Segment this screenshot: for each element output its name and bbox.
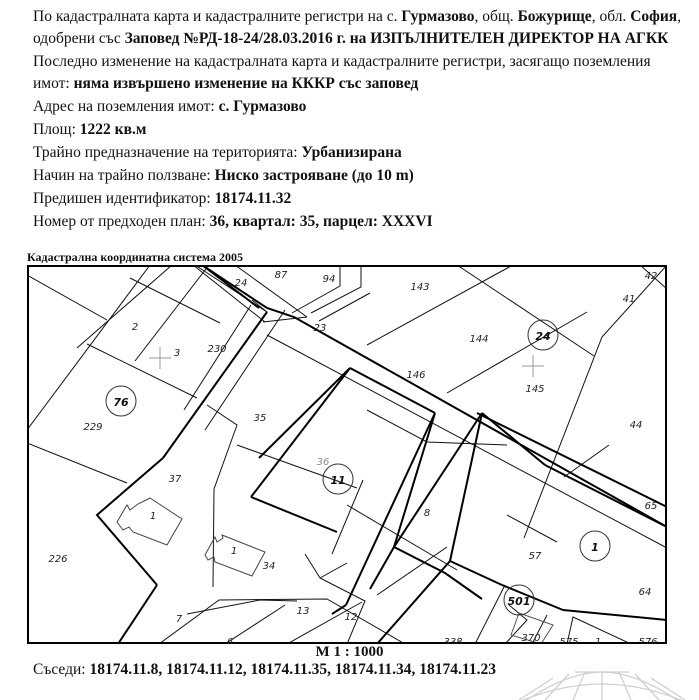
parcel-number: 34 xyxy=(262,561,276,572)
text: , общ. xyxy=(474,8,518,25)
parcel-number: 8 xyxy=(423,508,431,519)
last-change-row xyxy=(33,51,683,95)
village-name: Гурмазово xyxy=(401,8,475,25)
parcel-number: 6 xyxy=(226,637,234,644)
purpose-row xyxy=(33,142,683,164)
parcel-number: 1 xyxy=(594,637,602,644)
building-count-marker: 76 xyxy=(113,396,129,409)
cadastral-map xyxy=(27,265,667,644)
field-label: Начин на трайно ползване: xyxy=(33,167,215,184)
neighbors-value: 18174.11.8, 18174.11.12, 18174.11.35, 18174.11.34, 18174.11.23 xyxy=(89,661,496,678)
field-value: с. Гурмазово xyxy=(218,98,307,115)
coordinate-system-caption: Кадастрална координатна система 2005 xyxy=(27,250,243,264)
parcel-number: 1 xyxy=(230,546,238,557)
building-count-marker: 24 xyxy=(535,330,551,343)
text: , обл. xyxy=(591,8,627,25)
parcel-number: 143 xyxy=(410,282,430,293)
previous-plan-row xyxy=(33,211,683,233)
area-row xyxy=(33,119,683,141)
field-value: Урбанизирана xyxy=(301,144,402,161)
text: , одобрени със xyxy=(33,8,682,47)
parcel-number: 7 xyxy=(175,614,183,625)
order-reference: Заповед №РД-18-24/28.03.2016 г. на ИЗПЪЛНИТЕЛЕН ДИРЕКТОР НА АГКК xyxy=(124,30,669,47)
field-value: Ниско застрояване (до 10 m) xyxy=(214,167,414,184)
field-label: Предишен идентификатор: xyxy=(33,190,215,207)
parcel-number: 229 xyxy=(83,422,103,433)
field-value: 18174.11.32 xyxy=(214,190,292,207)
parcel-number: 65 xyxy=(644,501,658,512)
parcel-number: 1 xyxy=(149,511,157,522)
parcel-number: 23 xyxy=(313,323,327,334)
municipality-name: Божурище xyxy=(517,8,592,25)
parcel-number: 370 xyxy=(521,633,541,644)
field-label: Трайно предназначение на територията: xyxy=(33,144,302,161)
parcel-number: 64 xyxy=(638,587,652,598)
field-label: Номер от предходен план: xyxy=(33,213,210,230)
parcel-number: 13 xyxy=(296,606,310,617)
field-label: Съседи: xyxy=(33,661,90,678)
parcel-number: 42 xyxy=(644,271,658,282)
previous-id-row xyxy=(33,188,683,210)
parcel-number: 230 xyxy=(207,344,227,355)
parcel-number: 145 xyxy=(525,384,545,395)
building-count-marker: 1 xyxy=(591,541,599,554)
parcel-number: 37 xyxy=(168,474,182,485)
field-label: Последно изменение на кадастралната карта и кадастралните регистри, засягащо поземления имот: xyxy=(33,53,651,92)
parcel-number: 44 xyxy=(629,420,643,431)
field-label: Адрес на поземления имот: xyxy=(33,98,219,115)
address-row xyxy=(33,96,683,118)
old-parcel-number: 36 xyxy=(316,457,330,468)
parcel-number: 2 xyxy=(131,322,139,333)
map-scale: М 1 : 1000 xyxy=(315,644,384,660)
field-value: 1222 кв.м xyxy=(79,121,147,138)
field-value: няма извършено изменение на КККР със заповед xyxy=(73,75,419,92)
usage-row xyxy=(33,165,683,187)
parcel-number: 338 xyxy=(443,637,463,644)
field-value: 36, квартал: 35, парцел: XXXVI xyxy=(209,213,433,230)
building-count-marker: 11 xyxy=(330,474,346,487)
parcel-number: 575 xyxy=(559,637,579,644)
field-label: Площ: xyxy=(33,121,80,138)
parcel-number: 41 xyxy=(622,294,636,305)
parcel-number: 226 xyxy=(48,554,68,565)
globe-watermark-icon xyxy=(505,668,699,700)
region-name: София xyxy=(630,8,678,25)
parcel-number: 57 xyxy=(528,551,542,562)
parcel-number: 3 xyxy=(173,348,181,359)
parcel-number: 87 xyxy=(274,270,288,281)
parcel-number: 35 xyxy=(253,413,267,424)
neighbors-row xyxy=(33,661,496,679)
building-count-marker: 501 xyxy=(507,595,531,608)
text: По кадастралната карта и кадастралните регистри на с. xyxy=(33,8,402,25)
parcel-number: 12 xyxy=(344,612,358,623)
parcel-number: 146 xyxy=(406,370,426,381)
parcel-number: 94 xyxy=(322,274,336,285)
property-info xyxy=(33,6,683,234)
approval-statement xyxy=(33,6,683,50)
parcel-number: 144 xyxy=(469,334,489,345)
parcel-number: 576 xyxy=(638,637,658,644)
parcel-number: 24 xyxy=(234,278,248,289)
